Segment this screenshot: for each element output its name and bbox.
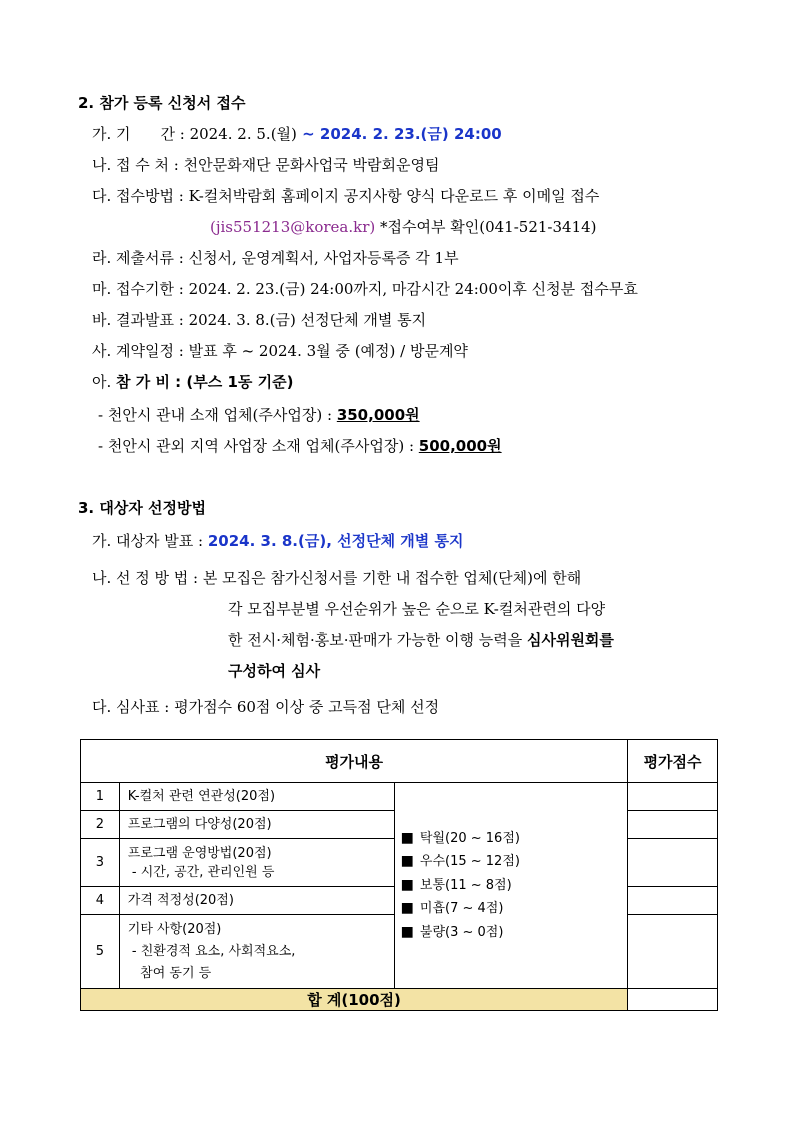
- period-line: [92, 124, 502, 144]
- score-cell: [628, 839, 718, 887]
- grade-item: ■ 탁월(20 ~ 16점): [400, 829, 520, 846]
- score-cell: [628, 915, 718, 989]
- selection-method-line4: 구성하여 심사: [228, 662, 321, 680]
- documents-line: 라. 제출서류 : 신청서, 운영계획서, 사업자등록증 각 1부: [92, 249, 459, 267]
- selection-method-line2: 각 모집부분별 우선순위가 높은 순으로 K-컬처관련의 다양: [228, 600, 606, 618]
- header-score: 평가점수: [628, 740, 718, 783]
- row-item: K-컬처 관련 연관성(20점): [119, 783, 394, 811]
- row-item: 프로그램의 다양성(20점): [119, 811, 394, 839]
- grade-item: ■ 우수(15 ~ 12점): [400, 853, 520, 870]
- period-end-date: ~ 2024. 2. 23.(금) 24:00: [296, 125, 502, 143]
- table-header-row: [81, 740, 718, 783]
- score-cell: [628, 783, 718, 811]
- target-announce-label: 가. 대상자 발표 :: [92, 532, 208, 550]
- review-sheet-line: 다. 심사표 : 평가점수 60점 이상 중 고득점 단체 선정: [92, 698, 440, 716]
- row-item: 가격 적정성(20점): [119, 887, 394, 915]
- row-number: 1: [81, 783, 120, 811]
- fee-inside-line: [98, 405, 420, 425]
- row-number: 4: [81, 887, 120, 915]
- fee-title: 참 가 비 : (부스 1동 기준): [116, 373, 294, 391]
- evaluation-table: [80, 739, 718, 1011]
- row-item: 기타 사항(20점) - 친환경적 요소, 사회적요소, 참여 동기 등: [119, 915, 394, 989]
- total-row: [81, 989, 718, 1011]
- grade-item: ■ 불량(3 ~ 0점): [400, 923, 504, 940]
- selection-method-line3: [228, 630, 614, 650]
- row-item: 프로그램 운영방법(20점) - 시간, 공간, 관리인원 등: [119, 839, 394, 887]
- square-bullet-icon: ■: [400, 829, 414, 846]
- header-content: 평가내용: [81, 740, 628, 783]
- grade-scale: [394, 783, 627, 989]
- score-cell: [628, 811, 718, 839]
- fee-line: [92, 372, 293, 392]
- fee-prefix: 아.: [92, 373, 117, 391]
- total-label: 합 계(100점): [81, 989, 628, 1011]
- target-announce-value: 2024. 3. 8.(금), 선정단체 개별 통지: [207, 532, 464, 550]
- email-address: (jis551213@korea.kr): [210, 218, 376, 236]
- square-bullet-icon: ■: [400, 876, 414, 893]
- fee-outside-value: 500,000원: [418, 437, 502, 455]
- selection-method-text1: 본 모집은 참가신청서를 기한 내 접수한 업체(단체)에 한해: [202, 569, 582, 587]
- section2-title: 2. 참가 등록 신청서 접수: [78, 94, 246, 112]
- fee-inside-value: 350,000원: [336, 406, 420, 424]
- row-number: 3: [81, 839, 120, 887]
- section3-title: 3. 대상자 선정방법: [78, 499, 207, 517]
- receiver-line: 나. 접 수 처 : 천안문화재단 문화사업국 박람회운영팀: [92, 156, 440, 174]
- review-committee-text: 심사위원회를: [526, 631, 614, 649]
- fee-outside-line: [98, 436, 502, 456]
- target-announce-line: [92, 531, 464, 551]
- deadline-line: 마. 접수기한 : 2024. 2. 23.(금) 24:00까지, 마감시간 24:00이후 신청분 접수무효: [92, 280, 638, 298]
- total-score-cell: [628, 989, 718, 1011]
- table-row: [81, 783, 718, 811]
- square-bullet-icon: ■: [400, 900, 414, 917]
- score-cell: [628, 887, 718, 915]
- fee-outside-label: - 천안시 관외 지역 사업장 소재 업체(주사업장) :: [98, 437, 419, 455]
- square-bullet-icon: ■: [400, 853, 414, 870]
- confirm-phone: *접수여부 확인(041-521-3414): [375, 218, 597, 236]
- period-prefix: 가. 기 간 : 2024. 2. 5.(월): [92, 125, 297, 143]
- email-line: [210, 217, 597, 237]
- grade-item: ■ 보통(11 ~ 8점): [400, 876, 512, 893]
- selection-method-line1: [92, 568, 581, 588]
- row-number: 2: [81, 811, 120, 839]
- fee-inside-label: - 천안시 관내 소재 업체(주사업장) :: [98, 406, 337, 424]
- row-number: 5: [81, 915, 120, 989]
- selection-method-label: 나. 선 정 방 법 :: [92, 569, 203, 587]
- announce-line: 바. 결과발표 : 2024. 3. 8.(금) 선정단체 개별 통지: [92, 311, 427, 329]
- square-bullet-icon: ■: [400, 923, 414, 940]
- grade-item: ■ 미흡(7 ~ 4점): [400, 900, 504, 917]
- selection-method-text3: 한 전시·체험·홍보·판매가 가능한 이행 능력을: [228, 631, 527, 649]
- contract-line: 사. 계약일정 : 발표 후 ~ 2024. 3월 중 (예정) / 방문계약: [92, 342, 468, 360]
- method-line: 다. 접수방법 : K-컬처박람회 홈페이지 공지사항 양식 다운로드 후 이메일 접수: [92, 187, 600, 205]
